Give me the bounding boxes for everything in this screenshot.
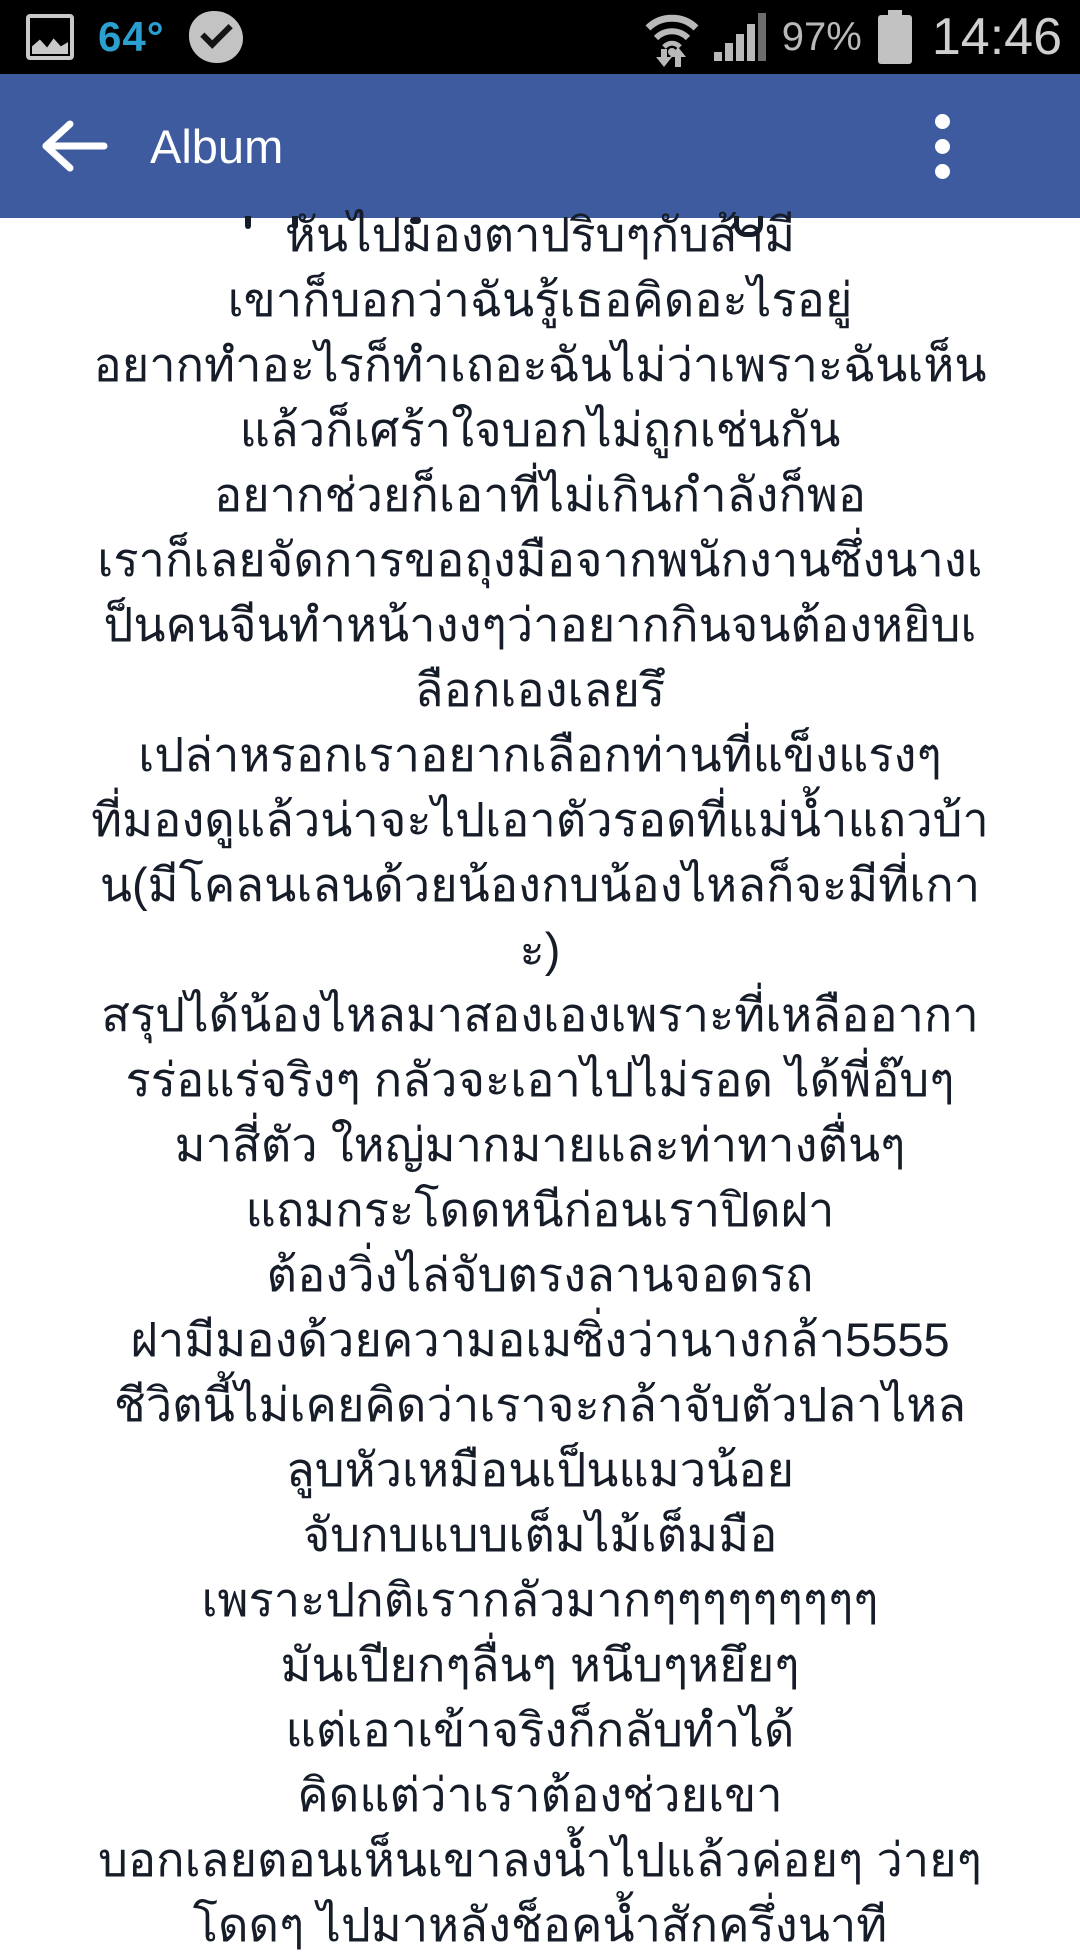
menu-dot-icon — [935, 139, 950, 154]
post-text-line: ชีวิตนี้ไม่เคยคิดว่าเราจะกล้าจับตัวปลาไหล — [113, 1378, 967, 1431]
post-text-line: มาสี่ตัว ใหญ่มากมายและท่าทางตื่นๆ — [174, 1118, 906, 1171]
signal-strength-icon — [714, 13, 768, 61]
wifi-icon — [644, 7, 700, 67]
post-text-line: ลูบหัวเหมือนเป็นแมวน้อย — [286, 1443, 794, 1496]
post-text-line: โดดๆ ไปมาหลังช็อคน้ำสักครึ่งนาที — [192, 1898, 888, 1951]
checkmark-badge-icon — [189, 11, 243, 63]
post-caption — [0, 202, 1080, 1957]
post-text-line: ลือกเองเลยรึ — [414, 663, 666, 716]
post-text-line: เขาก็บอกว่าฉันรู้เธอคิดอะไรอยู่ — [227, 273, 853, 326]
post-text-line: ต้องวิ่งไล่จับตรงลานจอดรถ — [266, 1248, 814, 1301]
post-text-line: เปล่าหรอกเราอยากเลือกท่านที่แข็งแรงๆ — [138, 728, 942, 781]
post-text-line: หันไปมองตาปริบๆกับส้ามี — [284, 208, 796, 261]
post-text-line: อยากช่วยก็เอาที่ไม่เกินกำลังก็พอ — [213, 468, 867, 521]
post-text-line: จับกบแบบเต็มไม้เต็มมือ — [302, 1508, 778, 1561]
gallery-notification-icon — [26, 14, 74, 60]
overflow-menu-button[interactable] — [925, 104, 960, 189]
post-text-line: ะ) — [519, 923, 561, 976]
page-title: Album — [150, 119, 284, 173]
temperature-label: 64° — [98, 13, 165, 60]
post-text-line: แถมกระโดดหนีก่อนเราปิดฝา — [245, 1183, 835, 1236]
post-text-line: แต่เอาเข้าจริงก็กลับทำได้ — [285, 1703, 795, 1756]
post-text-line: เพราะปกติเรากลัวมากๆๆๆๆๆๆๆๆๆ — [201, 1573, 879, 1626]
post-text-line: รร่อแร่จริงๆ กลัวจะเอาไปไม่รอด ได้พี่อ๊บๆ — [125, 1053, 955, 1106]
post-text-line: ที่มองดูแล้วน่าจะไปเอาตัวรอดที่แม่น้ำแถวบ้า — [91, 793, 989, 846]
menu-dot-icon — [935, 114, 950, 129]
post-text-line: น(มีโคลนเลนด้วยน้องกบน้องไหลก็จะมีที่เกา — [99, 858, 981, 911]
post-text-line: บอกเลยตอนเห็นเขาลงน้ำไปแล้วค่อยๆ ว่ายๆ — [98, 1833, 982, 1886]
post-text-line: สรุปได้น้องไหลมาสองเองเพราะที่เหลืออากา — [101, 988, 979, 1041]
menu-dot-icon — [935, 164, 950, 179]
post-text-line: แล้วก็เศร้าใจบอกไม่ถูกเช่นกัน — [239, 403, 841, 456]
post-text-line: ป็นคนจีนทำหน้างงๆว่าอยากกินจนต้องหยิบเ — [103, 598, 977, 651]
post-text-line: เราก็เลยจัดการขอถุงมือจากพนักงานซึ่งนางเ — [97, 533, 983, 586]
post-text-line: อยากทำอะไรก็ทำเถอะฉันไม่ว่าเพราะฉันเห็น — [93, 338, 987, 391]
post-text-line: มันเปียกๆลื่นๆ หนึบๆหยึยๆ — [280, 1638, 800, 1691]
back-button[interactable] — [38, 118, 108, 174]
post-text-line: คิดแต่ว่าเราต้องช่วยเขา — [297, 1768, 783, 1821]
back-arrow-icon — [38, 118, 108, 174]
app-header — [0, 74, 1080, 218]
status-bar — [0, 0, 1080, 74]
battery-icon — [876, 10, 914, 64]
battery-percent-label: 97% — [781, 14, 862, 59]
clock-label: 14:46 — [931, 8, 1062, 66]
post-text-line: ฝามีมองด้วยความอเมซิ่งว่านางกล้า5555 — [130, 1313, 950, 1366]
